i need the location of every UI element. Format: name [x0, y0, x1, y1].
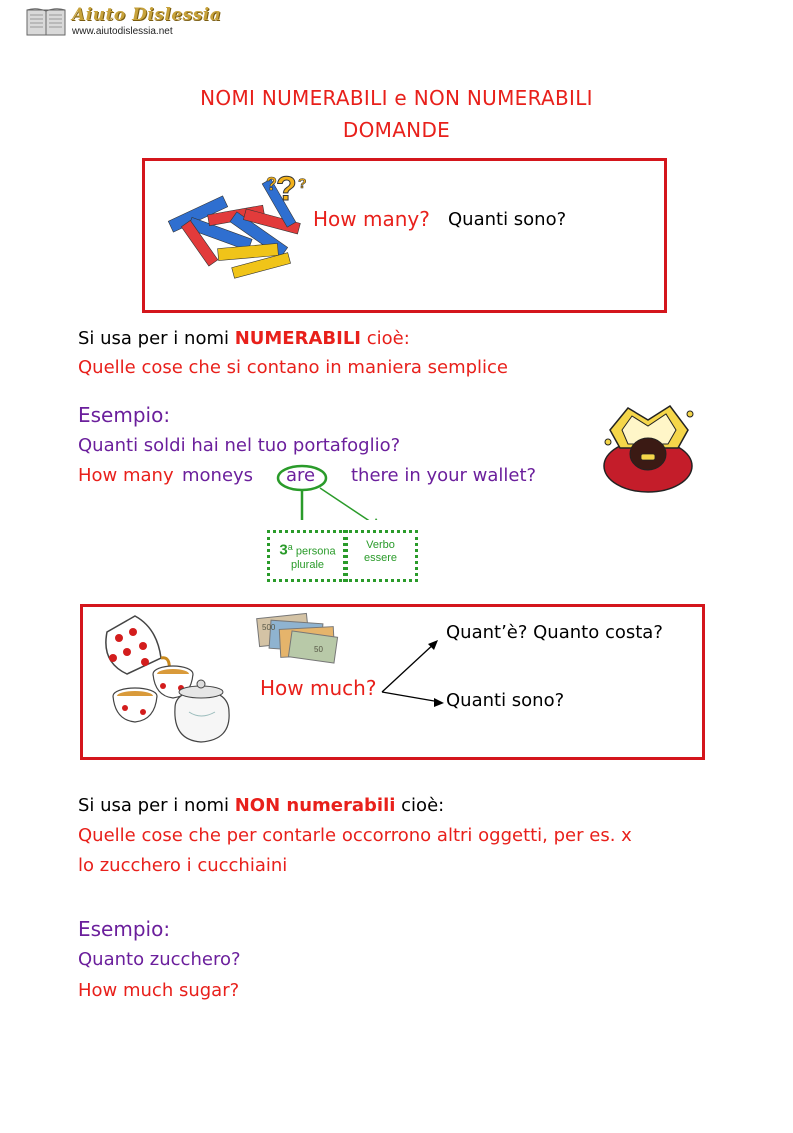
page-subtitle: DOMANDE	[342, 118, 451, 142]
example-it-1: Quanti soldi hai nel tuo portafoglio?	[78, 435, 401, 456]
how-much-answer-cost: Quant’è? Quanto costa?	[446, 622, 663, 643]
definition-2-line2: lo zucchero i cucchiaini	[78, 855, 288, 876]
page-title: NOMI NUMERABILI e NON NUMERABILI	[200, 86, 593, 110]
definition-1: Quelle cose che si contano in maniera semplice	[78, 357, 508, 378]
svg-text:?: ?	[266, 174, 277, 194]
svg-text:50: 50	[314, 645, 323, 654]
usage-keyword-non-numerabili: NON numerabili	[234, 795, 396, 816]
logo-book-icon	[26, 7, 66, 37]
how-many-question: How many?	[313, 207, 430, 231]
how-much-question: How much?	[260, 676, 377, 700]
wallet-icon	[598, 400, 700, 496]
svg-text:500: 500	[262, 623, 276, 632]
how-much-arrows	[378, 636, 448, 710]
logo-url: www.aiutodislessia.net	[72, 26, 173, 37]
example-label-2: Esempio:	[78, 917, 171, 941]
note-verb-essere: Verbo essere	[343, 530, 418, 582]
example-en-1c: there in your wallet?	[351, 465, 537, 486]
usage-keyword-numerabili: NUMERABILI	[234, 328, 361, 349]
svg-text:?: ?	[276, 170, 297, 208]
example-en-1b: moneys	[182, 465, 254, 486]
logo-title: Aiuto Dislessia	[72, 5, 222, 25]
usage-line-1: Si usa per i nomi NUMERABILI cioè:	[78, 328, 410, 349]
example-it-2: Quanto zucchero?	[78, 949, 241, 970]
example-en-2: How much sugar?	[78, 980, 240, 1001]
usage-line-2: Si usa per i nomi NON numerabili cioè:	[78, 795, 445, 816]
example-en-verb: are	[286, 465, 316, 486]
banknotes-icon	[256, 610, 340, 664]
definition-2-line1: Quelle cose che per contarle occorrono altri oggetti, per es. x	[78, 825, 632, 846]
example-label-1: Esempio:	[78, 403, 171, 427]
teapot-cups-icon	[97, 608, 247, 746]
how-many-translation: Quanti sono?	[448, 209, 567, 230]
verb-annotation-arrows	[260, 460, 420, 520]
clothespins-question-icon	[158, 168, 316, 286]
svg-text:?: ?	[298, 175, 307, 191]
how-much-answer-count: Quanti sono?	[446, 690, 565, 711]
example-en-1a: How many	[78, 465, 174, 486]
note-third-person-plural: 3$^a$ persona plurale	[267, 530, 348, 582]
